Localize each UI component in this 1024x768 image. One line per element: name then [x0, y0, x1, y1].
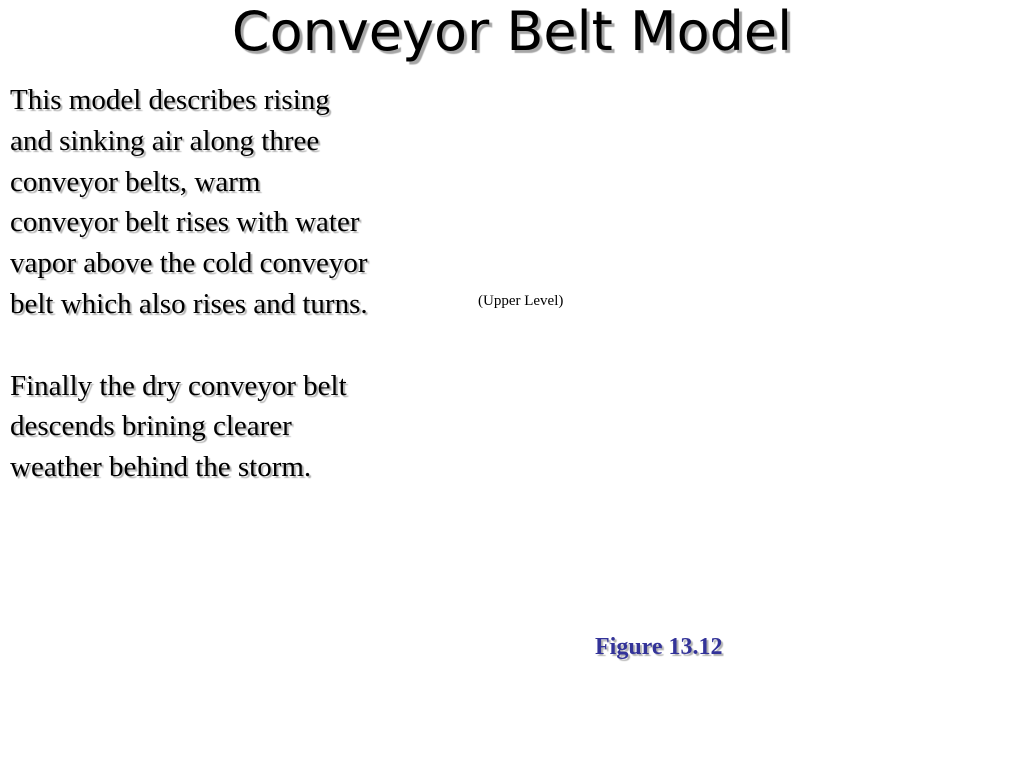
slide-body: [10, 80, 370, 488]
body-paragraph: Finally the dry conveyor belt descends brining clearer weather behind the storm.: [10, 369, 347, 484]
figure-caption: Figure 13.12: [595, 634, 723, 660]
slide-title: Conveyor Belt Model: [231, 0, 793, 63]
figure-label-upper-level: (Upper Level): [478, 293, 564, 309]
body-paragraph: This model describes rising and sinking air along three conveyor belts, warm conveyor belt rises with water vapor above the cold conveyor belt which also rises and turns.: [10, 84, 368, 320]
